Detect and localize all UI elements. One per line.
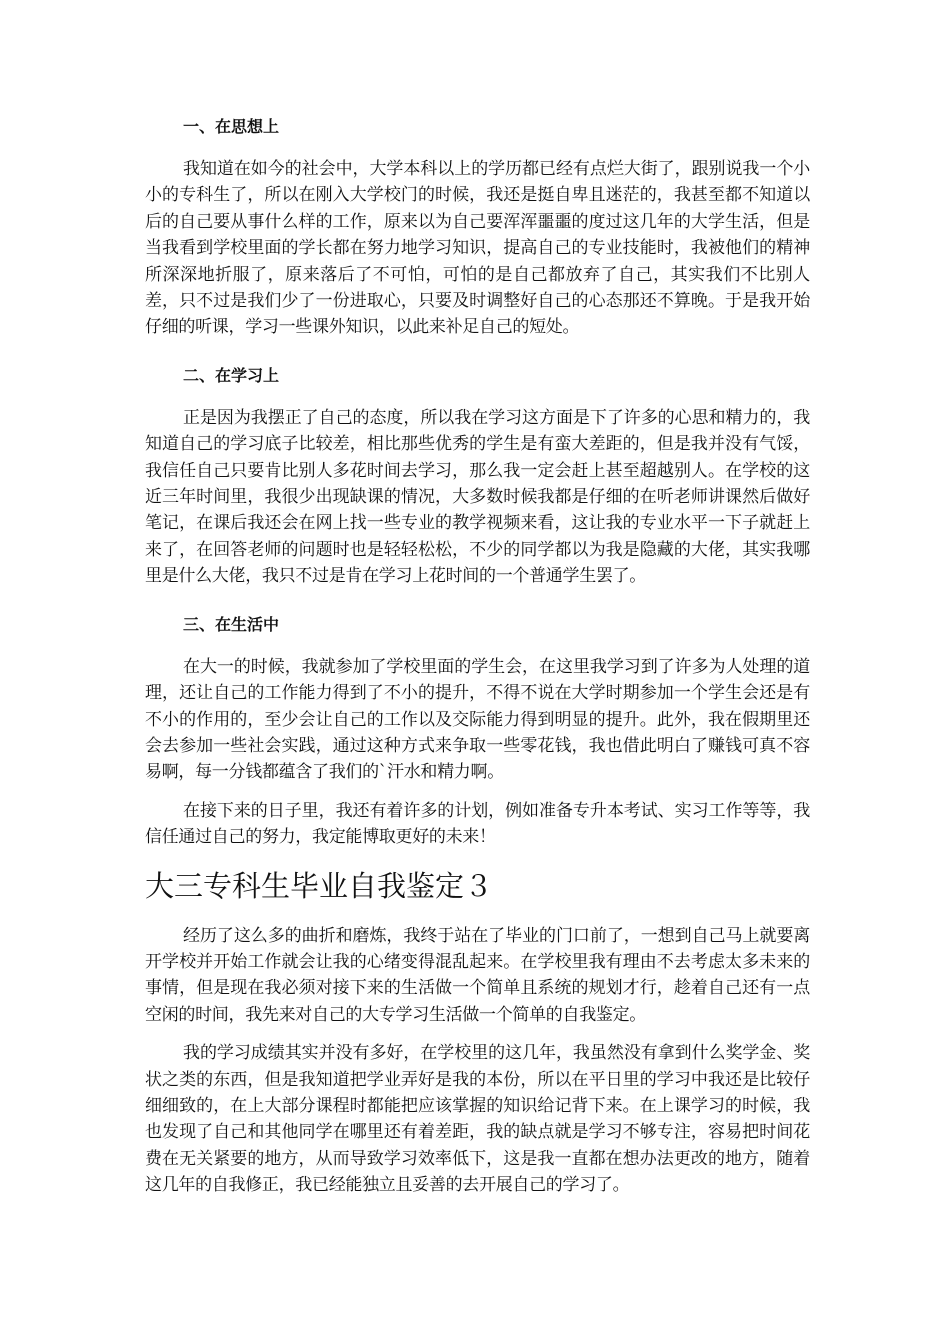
section-heading-thought: 一、在思想上 [183,117,280,136]
section-heading-study: 二、在学习上 [183,365,280,385]
paragraph-thought: 我知道在如今的社会中，大学本科以上的学历都已经有点烂大街了，跟别说我一个小小的专科生了，所以在刚入大学校门的时候，我还是挺自卑且迷茫的，我甚至都不知道以后的自己要从事什么样的工作，原来以为自己要浑浑噩噩的度过这几年的大学生活，但是当我看到学校里面的学长都在努力地学习知识，提高自己的专业技能时，我被他们的精神所深深地折服了，原来落后了不可怕，可怕的是自己都放弃了自己，其实我们不比别人差，只不过是我们少了一份进取心，只要及时调整好自己的心态那还不算晚。于是我开始仔细的听课，学习一些课外知识，以此来补足自己的短处。 [145,159,810,338]
paragraph-future-plans: 在接下来的日子里，我还有着许多的计划，例如准备专升本考试、实习工作等等，我信任通过自己的努力，我定能博取更好的未来！ [145,800,810,848]
document-page [145,112,810,1211]
paragraph-life: 在大一的时候，我就参加了学校里面的学生会，在这里我学习到了许多为人处理的道理，还让自己的工作能力得到了不小的提升，不得不说在大学时期参加一个学生会还是有不小的作用的，至少会让自己的工作以及交际能力得到明显的提升。此外，我在假期里还会去参加一些社会实践，通过这种方式来争取一些零花钱，我也借此明白了赚钱可真不容易啊，每一分钱都蕴含了我们的`汗水和精力啊。 [145,656,810,783]
paragraph-study-performance: 我的学习成绩其实并没有多好，在学校里的这几年，我虽然没有拿到什么奖学金、奖状之类的东西，但是我知道把学业弄好是我的本份，所以在平日里的学习中我还是比较仔细细致的，在上大部分课程时都能把应该掌握的知识给记背下来。在上课学习的时候，我也发现了自己和其他同学在哪里还有着差距，我的缺点就是学习不够专注，容易把时间花费在无关紧要的地方，从而导致学习效率低下，这是我一直都在想办法更改的地方，随着这几年的自我修正，我已经能独立且妥善的去开展自己的学习了。 [145,1043,810,1196]
section-heading-life: 三、在生活中 [183,614,280,634]
paragraph-study: 正是因为我摆正了自己的态度，所以我在学习这方面是下了许多的心思和精力的，我知道自己的学习底子比较差，相比那些优秀的学生是有蛮大差距的，但是我并没有气馁，我信任自己只要肯比别人多花时间去学习，那么我一定会赶上甚至超越别人。在学校的这近三年时间里，我很少出现缺课的情况，大多数时候我都是仔细的在听老师讲课然后做好笔记，在课后我还会在网上找一些专业的教学视频来看，这让我的专业水平一下子就赶上来了，在回答老师的问题时也是轻轻松松，不少的同学都以为我是隐藏的大佬，其实我哪里是什么大佬，我只不过是肯在学习上花时间的一个普通学生罢了。 [145,407,810,587]
document-title-3: 大三专科生毕业自我鉴定３ [145,868,494,903]
paragraph-graduation-intro: 经历了这么多的曲折和磨炼，我终于站在了毕业的门口前了，一想到自己马上就要离开学校并开始工作就会让我的心绪变得混乱起来。在学校里我有理由不去考虑太多未来的事情，但是现在我必须对接下来的生活做一个简单且系统的规划才行，趁着自己还有一点空闲的时间，我先来对自己的大专学习生活做一个简单的自我鉴定。 [145,925,810,1025]
